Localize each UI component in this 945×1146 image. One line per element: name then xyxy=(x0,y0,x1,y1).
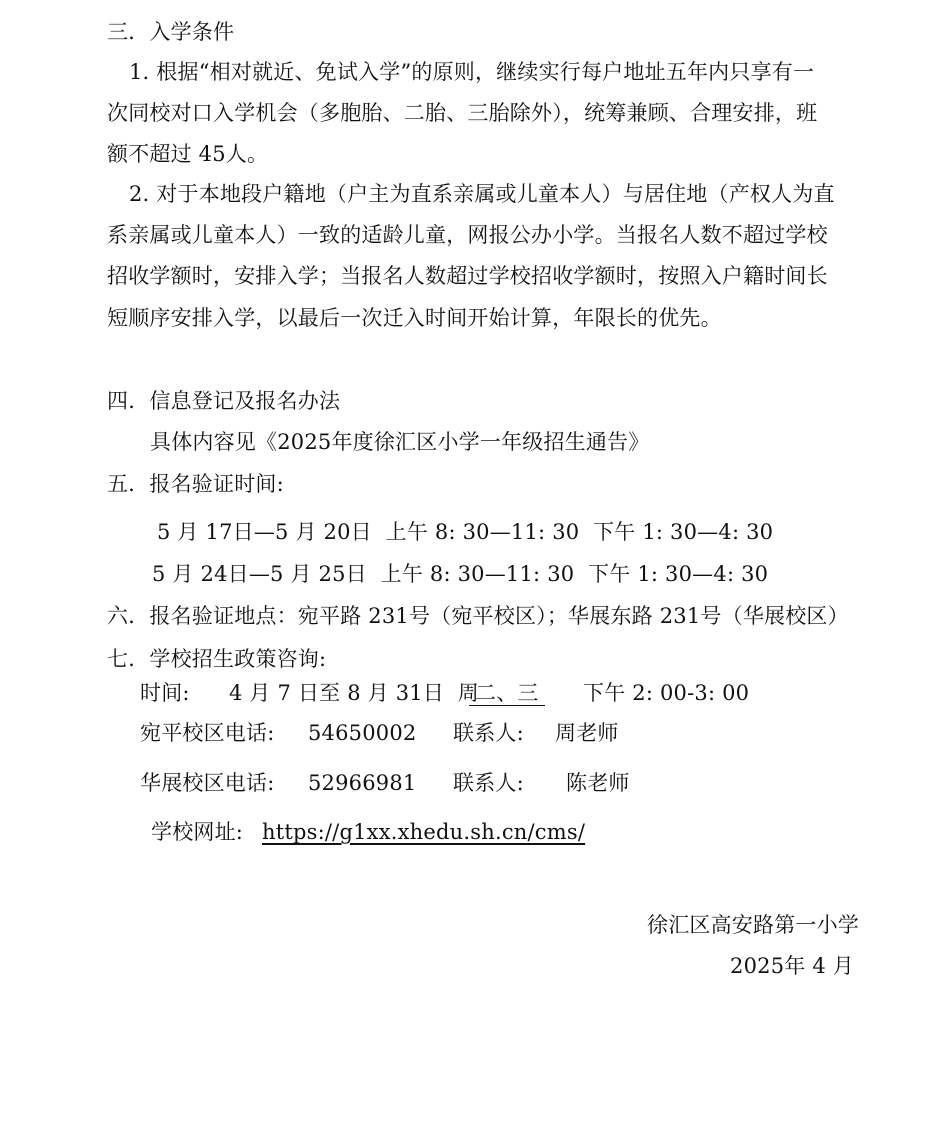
section-3-para1-line1: 1. 根据“相对就近、免试入学”的原则，继续实行每户地址五年内只享有一 xyxy=(129,60,815,84)
section-3-para2-line3: 招收学额时，安排入学；当报名人数超过学校招收学额时，按照入户籍时间长 xyxy=(107,264,828,288)
consult-time-dates: 4 月 7 日至 8 月 31日 周 xyxy=(229,681,480,705)
signature-date: 2025年 4 月 xyxy=(730,954,854,978)
section-7-heading: 七．学校招生政策咨询: xyxy=(107,647,327,671)
consult-time-label: 时间: xyxy=(140,681,190,705)
signature-school: 徐汇区高安路第一小学 xyxy=(647,913,859,937)
section-6-location: 六．报名验证地点：宛平路 231号（宛平校区）；华展东路 231号（华展校区） xyxy=(107,604,849,628)
contact-huazhan-person-label: 联系人: xyxy=(453,771,524,795)
contact-huazhan-person: 陈老师 xyxy=(566,771,630,795)
contact-wanping-label: 宛平校区电话: xyxy=(140,721,275,745)
website-label: 学校网址: xyxy=(151,820,244,844)
section-3-para2-line1: 2. 对于本地段户籍地（户主为直系亲属或儿童本人）与居住地（产权人为直 xyxy=(129,182,835,206)
contact-wanping-person-label: 联系人: xyxy=(453,721,524,745)
section-4-content: 具体内容见《2025年度徐汇区小学一年级招生通告》 xyxy=(150,430,650,454)
section-3-para1-line3: 额不超过 45人。 xyxy=(107,142,269,166)
contact-wanping-phone: 54650002 xyxy=(308,721,417,745)
registration-slot-1: 5 月 17日—5 月 20日 上午 8: 30—11: 30 下午 1: 30—4: 30 xyxy=(157,520,774,544)
section-3-para2-line4: 短顺序安排入学，以最后一次迁入时间开始计算，年限长的优先。 xyxy=(107,306,722,330)
contact-huazhan-phone: 52966981 xyxy=(308,771,417,795)
section-3-para2-line2: 系亲属或儿童本人）一致的适龄儿童，网报公办小学。当报名人数不超过学校 xyxy=(107,223,828,247)
consult-time-days: 二、三 xyxy=(469,681,545,706)
registration-slot-2: 5 月 24日—5 月 25日 上午 8: 30—11: 30 下午 1: 30—4: 30 xyxy=(152,562,769,586)
website-link[interactable]: https://g1xx.xhedu.sh.cn/cms/ xyxy=(262,820,586,844)
contact-huazhan-label: 华展校区电话: xyxy=(140,771,275,795)
section-3-para1-line2: 次同校对口入学机会（多胞胎、二胎、三胎除外），统筹兼顾、合理安排，班 xyxy=(107,101,818,125)
consult-time-hours: 下午 2: 00-3: 00 xyxy=(583,681,750,705)
section-4-heading: 四．信息登记及报名办法 xyxy=(107,389,341,413)
section-5-heading: 五．报名验证时间: xyxy=(107,472,284,496)
contact-wanping-person: 周老师 xyxy=(555,721,619,745)
section-3-heading: 三．入学条件 xyxy=(107,20,235,44)
